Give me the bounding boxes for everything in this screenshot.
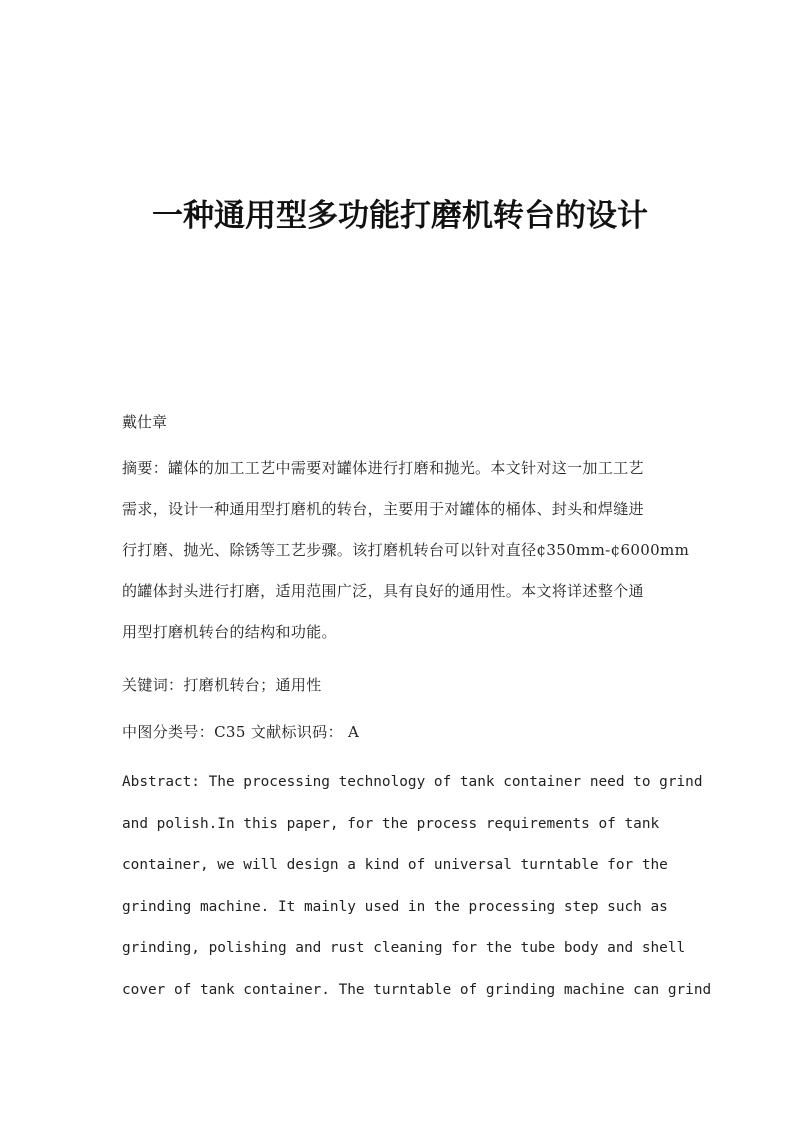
- chinese-abstract: [122, 458, 690, 663]
- abstract-en-line: Abstract: The processing technology of tank container need to grind: [122, 774, 703, 790]
- abstract-en-line: and polish.In this paper, for the process requirements of tank: [122, 815, 660, 832]
- abstract-line: 摘要：罐体的加工工艺中需要对罐体进行打磨和抛光。本文针对这一加工工艺: [122, 459, 644, 477]
- author-name: 戴仕章: [122, 413, 168, 431]
- classification-info: [122, 722, 677, 763]
- abstract-en-line: container, we will design a kind of universal turntable for the: [122, 857, 668, 874]
- abstract-line: 的罐体封头进行打磨，适用范围广泛，具有良好的通用性。本文将详述整个通: [122, 582, 644, 600]
- abstract-line: 需求，设计一种通用型打磨机的转台，主要用于对罐体的桶体、封头和焊缝进: [122, 500, 644, 518]
- abstract-en-line: cover of tank container. The turntable of grinding machine can grind: [122, 981, 712, 998]
- abstract-en-line: grinding, polishing and rust cleaning for the tube body and shell: [122, 940, 686, 957]
- keywords: [122, 675, 677, 716]
- abstract-en-line: grinding machine. It mainly used in the processing step such as: [122, 898, 668, 915]
- abstract-line: 行打磨、抛光、除锈等工艺步骤。该打磨机转台可以针对直径¢350mm-¢6000mm: [122, 541, 690, 559]
- abstract-line: 用型打磨机转台的结构和功能。: [122, 623, 337, 641]
- keywords-line: 关键词：打磨机转台；通用性: [122, 676, 322, 694]
- paper-title: 一种通用型多功能打磨机转台的设计: [152, 198, 648, 234]
- classification-line: 中图分类号：C35 文献标识码： A: [122, 723, 360, 741]
- english-abstract: [122, 772, 712, 1022]
